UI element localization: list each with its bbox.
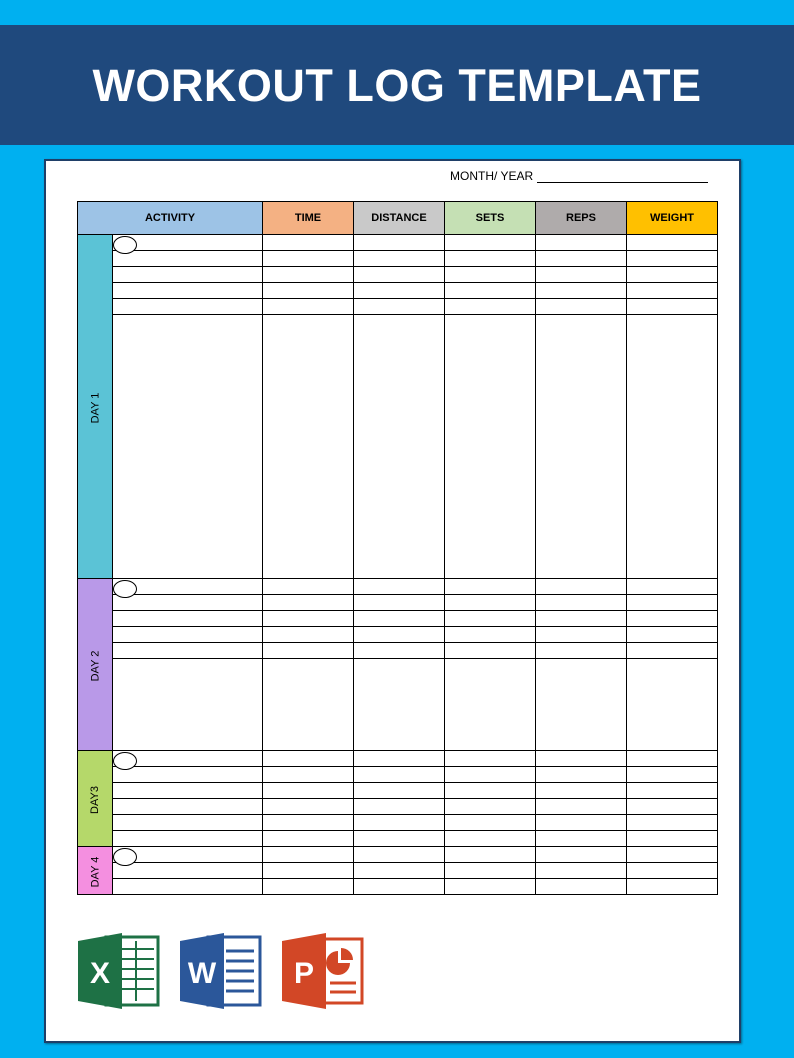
entry-cell[interactable] [536,283,627,299]
entry-cell[interactable] [536,863,627,879]
activity-cell[interactable] [113,847,263,863]
entry-cell[interactable] [627,879,718,895]
entry-cell[interactable] [354,799,445,815]
entry-cell[interactable] [263,767,354,783]
entry-cell[interactable] [445,863,536,879]
entry-cell[interactable] [536,847,627,863]
activity-cell[interactable] [113,831,263,847]
entry-cell[interactable] [263,659,354,751]
activity-cell[interactable] [113,643,263,659]
template-sheet [44,159,741,1043]
activity-cell[interactable] [113,627,263,643]
day-label-cell [78,847,113,895]
entry-cell[interactable] [445,847,536,863]
day-label: DAY 2 [89,650,101,681]
entry-cell[interactable] [263,751,354,767]
entry-cell[interactable] [445,815,536,831]
month-year-label: MONTH/ YEAR [450,169,534,183]
entry-cell[interactable] [354,659,445,751]
table-row [78,315,718,579]
activity-cell[interactable] [113,659,263,751]
entry-cell[interactable] [445,799,536,815]
word-icon[interactable] [178,929,262,1013]
column-header-weight: WEIGHT [627,202,718,235]
entry-cell[interactable] [445,767,536,783]
table-row [78,235,718,251]
entry-cell[interactable] [263,251,354,267]
table-row [78,595,718,611]
entry-cell[interactable] [263,863,354,879]
entry-cell[interactable] [536,879,627,895]
day-label: DAY 4 [89,856,101,887]
entry-cell[interactable] [536,595,627,611]
table-row [78,751,718,767]
entry-cell[interactable] [536,627,627,643]
entry-cell[interactable] [263,315,354,579]
entry-cell[interactable] [354,815,445,831]
entry-cell[interactable] [627,579,718,595]
entry-cell[interactable] [445,879,536,895]
workout-log-table [77,201,718,895]
entry-cell[interactable] [627,235,718,251]
entry-cell[interactable] [354,267,445,283]
entry-cell[interactable] [445,831,536,847]
table-row [78,847,718,863]
month-year-line[interactable] [537,170,708,183]
entry-cell[interactable] [536,799,627,815]
column-header-time: TIME [263,202,354,235]
entry-cell[interactable] [263,879,354,895]
activity-cell[interactable] [113,767,263,783]
entry-cell[interactable] [627,815,718,831]
entry-cell[interactable] [627,627,718,643]
column-header-reps: REPS [536,202,627,235]
entry-cell[interactable] [627,751,718,767]
activity-cell[interactable] [113,267,263,283]
svg-text:X: X [89,957,111,990]
entry-cell[interactable] [445,659,536,751]
activity-cell[interactable] [113,863,263,879]
entry-cell[interactable] [627,315,718,579]
svg-text:P: P [293,957,315,990]
table-row [78,659,718,751]
day-label-cell [78,579,113,751]
entry-cell[interactable] [263,643,354,659]
entry-cell[interactable] [354,627,445,643]
entry-cell[interactable] [627,783,718,799]
entry-cell[interactable] [354,579,445,595]
entry-cell[interactable] [263,627,354,643]
entry-cell[interactable] [354,767,445,783]
activity-cell[interactable] [113,815,263,831]
entry-cell[interactable] [445,283,536,299]
entry-cell[interactable] [536,315,627,579]
entry-cell[interactable] [627,595,718,611]
table-row [78,799,718,815]
table-row [78,879,718,895]
entry-cell[interactable] [445,267,536,283]
entry-cell[interactable] [354,611,445,627]
entry-cell[interactable] [263,611,354,627]
table-row [78,283,718,299]
entry-cell[interactable] [627,799,718,815]
entry-cell[interactable] [263,799,354,815]
page-title: WORKOUT LOG TEMPLATE [92,60,702,111]
entry-cell[interactable] [263,847,354,863]
app-icons [76,929,364,1013]
entry-cell[interactable] [627,643,718,659]
excel-icon[interactable] [76,929,160,1013]
activity-cell[interactable] [113,751,263,767]
entry-cell[interactable] [445,783,536,799]
entry-cell[interactable] [263,283,354,299]
table-row [78,579,718,595]
activity-cell[interactable] [113,611,263,627]
svg-text:W: W [187,957,217,990]
activity-cell[interactable] [113,315,263,579]
table-row [78,831,718,847]
activity-cell[interactable] [113,799,263,815]
table-row [78,251,718,267]
entry-cell[interactable] [354,783,445,799]
entry-cell[interactable] [627,863,718,879]
entry-cell[interactable] [354,863,445,879]
entry-cell[interactable] [536,611,627,627]
activity-cell[interactable] [113,235,263,251]
day-label: DAY3 [88,785,101,814]
entry-cell[interactable] [536,299,627,315]
activity-cell[interactable] [113,299,263,315]
entry-cell[interactable] [263,299,354,315]
entry-cell[interactable] [536,751,627,767]
table-row [78,627,718,643]
entry-cell[interactable] [263,783,354,799]
entry-cell[interactable] [445,611,536,627]
entry-cell[interactable] [536,643,627,659]
entry-cell[interactable] [354,315,445,579]
entry-cell[interactable] [445,315,536,579]
entry-cell[interactable] [354,751,445,767]
entry-cell[interactable] [627,267,718,283]
entry-cell[interactable] [354,251,445,267]
entry-cell[interactable] [627,659,718,751]
entry-cell[interactable] [354,595,445,611]
entry-cell[interactable] [263,831,354,847]
entry-cell[interactable] [536,767,627,783]
column-header-sets: SETS [445,202,536,235]
entry-cell[interactable] [536,783,627,799]
entry-cell[interactable] [263,267,354,283]
entry-cell[interactable] [536,235,627,251]
powerpoint-icon[interactable] [280,929,364,1013]
day-label-cell [78,235,113,579]
entry-cell[interactable] [536,815,627,831]
entry-cell[interactable] [627,831,718,847]
activity-cell[interactable] [113,783,263,799]
entry-cell[interactable] [445,579,536,595]
activity-cell[interactable] [113,879,263,895]
entry-cell[interactable] [354,879,445,895]
entry-cell[interactable] [536,831,627,847]
entry-cell[interactable] [354,847,445,863]
entry-cell[interactable] [445,627,536,643]
month-year-field[interactable] [450,169,708,183]
entry-cell[interactable] [536,579,627,595]
table-row [78,643,718,659]
table-row [78,767,718,783]
table-row [78,267,718,283]
entry-cell[interactable] [354,643,445,659]
entry-cell[interactable] [354,299,445,315]
title-banner [0,25,794,145]
day-label-cell [78,751,113,847]
entry-cell[interactable] [263,815,354,831]
entry-cell[interactable] [445,643,536,659]
activity-cell[interactable] [113,251,263,267]
column-header-distance: DISTANCE [354,202,445,235]
entry-cell[interactable] [445,235,536,251]
entry-cell[interactable] [354,283,445,299]
entry-cell[interactable] [536,659,627,751]
entry-cell[interactable] [263,595,354,611]
table-row [78,783,718,799]
column-header-activity: ACTIVITY [78,202,263,235]
entry-cell[interactable] [445,751,536,767]
entry-cell[interactable] [445,251,536,267]
table-row [78,299,718,315]
entry-cell[interactable] [445,595,536,611]
entry-cell[interactable] [627,611,718,627]
activity-cell[interactable] [113,283,263,299]
entry-cell[interactable] [627,283,718,299]
day-label: DAY 1 [89,392,101,423]
entry-cell[interactable] [627,299,718,315]
table-row [78,815,718,831]
activity-cell[interactable] [113,595,263,611]
entry-cell[interactable] [354,235,445,251]
entry-cell[interactable] [627,767,718,783]
table-row [78,611,718,627]
entry-cell[interactable] [445,299,536,315]
entry-cell[interactable] [536,267,627,283]
entry-cell[interactable] [263,235,354,251]
entry-cell[interactable] [354,831,445,847]
table-row [78,863,718,879]
entry-cell[interactable] [263,579,354,595]
entry-cell[interactable] [536,251,627,267]
entry-cell[interactable] [627,847,718,863]
header-row [78,202,718,235]
entry-cell[interactable] [627,251,718,267]
activity-cell[interactable] [113,579,263,595]
